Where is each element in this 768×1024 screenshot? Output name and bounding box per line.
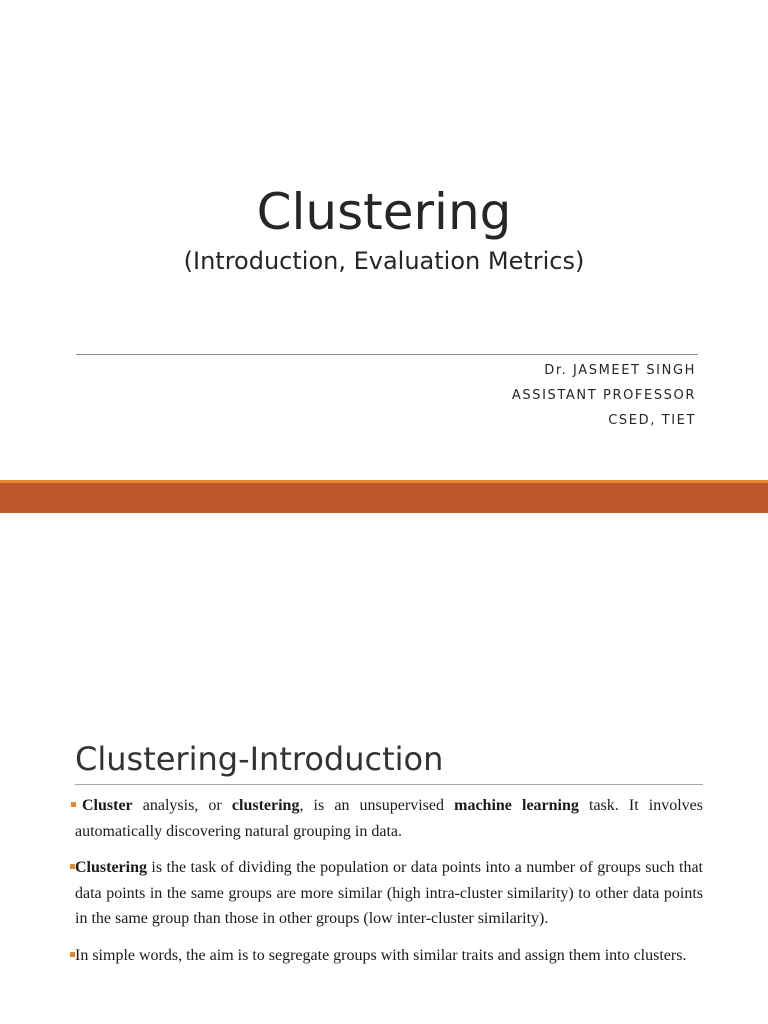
bullet-marker-icon bbox=[70, 864, 75, 869]
bullet-text: task. It involves automatically discovering natural grouping in data. bbox=[75, 797, 704, 840]
heading-divider bbox=[75, 784, 703, 785]
bullet-marker-icon bbox=[71, 802, 76, 807]
title-slide bbox=[0, 0, 768, 480]
slide-heading: Clustering-Introduction bbox=[75, 740, 444, 778]
author-name: Dr. JASMEET SINGH bbox=[544, 363, 696, 378]
bullet-item bbox=[75, 793, 703, 844]
bullet-text: analysis, or bbox=[132, 797, 232, 814]
content-slide bbox=[0, 513, 768, 1024]
bold-term: Clustering bbox=[75, 859, 147, 876]
author-affiliation: CSED, TIET bbox=[608, 413, 696, 428]
author-position: ASSISTANT PROFESSOR bbox=[511, 388, 696, 403]
bullet-text: , is an unsupervised bbox=[299, 797, 455, 814]
bullet-item bbox=[75, 943, 703, 969]
bold-term: machine learning bbox=[454, 797, 579, 814]
bullet-list bbox=[75, 793, 703, 979]
bold-term: Cluster bbox=[82, 797, 133, 814]
bullet-marker-icon bbox=[70, 952, 75, 957]
bullet-text: is the task of dividing the population or data points into a number of groups such that data points in the same groups are more similar (high intra-cluster similarity) to other data points in the same group than those in other groups (low inter-cluster similarity). bbox=[75, 859, 703, 927]
author-block bbox=[512, 358, 696, 433]
slide-separator-band bbox=[0, 480, 768, 513]
divider bbox=[76, 354, 698, 355]
slide-subtitle: (Introduction, Evaluation Metrics) bbox=[183, 247, 585, 275]
slide-title: Clustering bbox=[256, 183, 512, 241]
bullet-text: In simple words, the aim is to segregate groups with similar traits and assign them into clusters. bbox=[75, 946, 687, 964]
bold-term: clustering bbox=[231, 797, 300, 814]
bullet-item bbox=[75, 855, 703, 932]
